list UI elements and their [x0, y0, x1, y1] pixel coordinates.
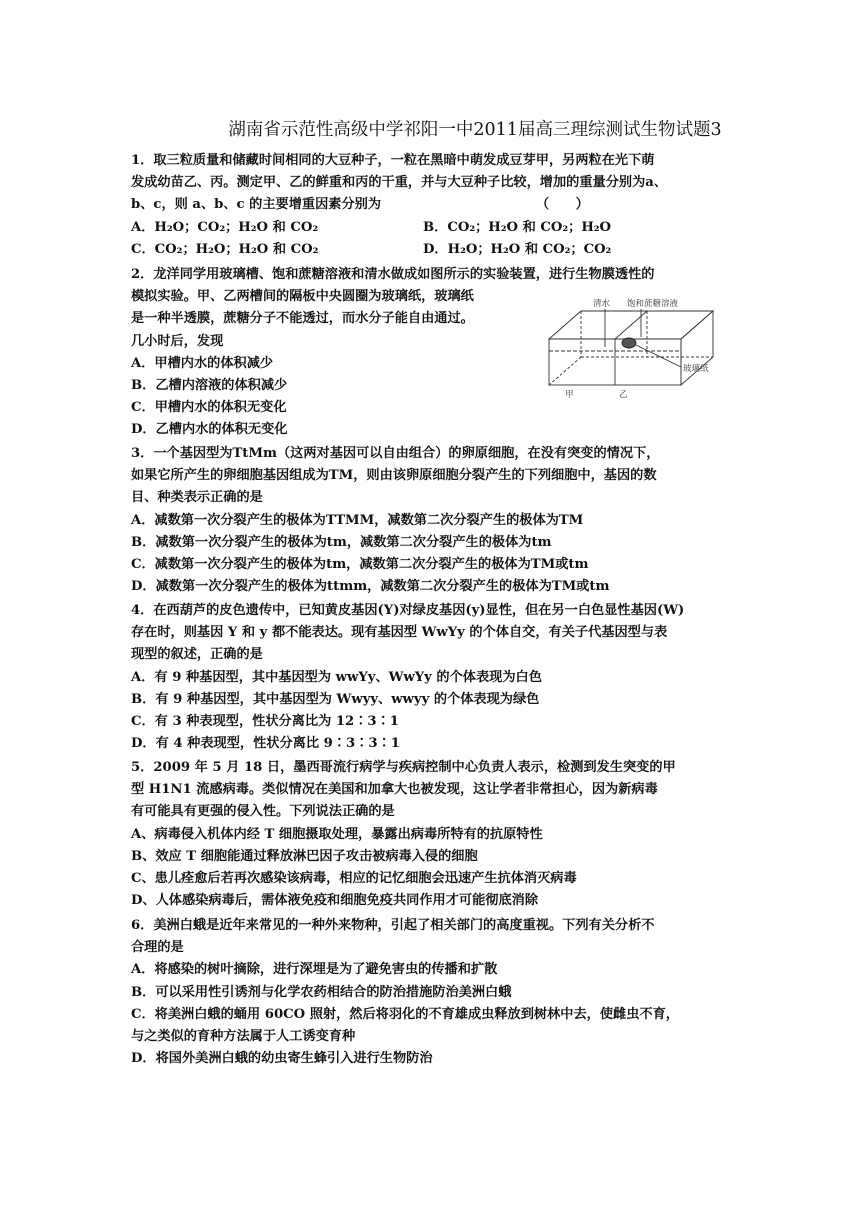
question-5-line: 有可能具有更强的侵入性。下列说法正确的是 [131, 804, 395, 820]
label-yi: 乙 [619, 390, 628, 400]
option-c: C．CO₂；H₂O；H₂O 和 CO₂ [131, 241, 319, 257]
question-2-line: 2．龙洋同学用玻璃槽、饱和蔗糖溶液和清水做成如图所示的实验装置，进行生物膜透性的 [131, 267, 655, 282]
page-title: 湖南省示范性高级中学祁阳一中2011届高三理综测试生物试题3 [228, 120, 722, 140]
option-c: C．将美洲白蛾的蛹用 60CO 照射，然后将羽化的不育雄成虫释放到树林中去，使雌虫不育， [131, 1006, 679, 1022]
question-5-line: 型 H1N1 流感病毒。类似情况在美国和加拿大也被发现，这让学者非常担心，因为新病毒 [131, 782, 658, 798]
question-1-line: 发成幼苗乙、丙。测定甲、乙的鲜重和丙的干重，并与大豆种子比较，增加的重量分别为a、 [131, 175, 668, 191]
option-d: D．将国外美洲白蛾的幼虫寄生蜂引入进行生物防治 [131, 1051, 433, 1067]
question-4-line: 存在时，则基因 Y 和 y 都不能表达。现有基因型 WwYy 的个体自交，有关子代基因型与表 [131, 625, 668, 641]
option-d: D．乙槽内水的体积无变化 [131, 422, 288, 438]
option-c: C、患儿痊愈后若再次感染该病毒，相应的记忆细胞会迅速产生抗体消灭病毒 [131, 870, 577, 886]
option-b: B．减数第一次分裂产生的极体为tm，减数第二次分裂产生的极体为tm [131, 534, 552, 550]
option-c: C．有 3 种表现型，性状分离比为 12∶3∶1 [131, 713, 399, 729]
option-row [131, 217, 735, 239]
question-1-stem-end: b、c，则 a、b、c 的主要增重因素分别为 [131, 197, 382, 213]
question-3-line: 目、种类表示正确的是 [131, 490, 263, 506]
question-2-line: 是一种半透膜，蔗糖分子不能透过，而水分子能自由通过。 [131, 311, 474, 327]
option-d: D．有 4 种表现型，性状分离比 9∶3∶3∶1 [131, 736, 400, 752]
question-4-line: 4．在西葫芦的皮色遗传中，已知黄皮基因(Y)对绿皮基因(y)显性，但在另一白色显性基因(W) [131, 603, 685, 618]
option-a: A、病毒侵入机体内经 T 细胞摄取处理，暴露出病毒所特有的抗原特性 [131, 826, 543, 842]
option-a: A．甲槽内水的体积减少 [131, 355, 274, 371]
option-a: A．有 9 种基因型，其中基因型为 wwYy、WwYy 的个体表现为白色 [131, 669, 542, 685]
question-1 [131, 150, 735, 261]
option-a: A．将感染的树叶摘除，进行深埋是为了避免害虫的传播和扩散 [131, 962, 498, 978]
option-b: B．CO₂；H₂O 和 CO₂；H₂O [423, 219, 612, 235]
question-4 [131, 600, 735, 755]
question-2-line: 几小时后，发现 [131, 333, 224, 349]
leader-glass-paper [636, 345, 681, 367]
label-sucrose: 饱和蔗糖溶液 [627, 299, 679, 309]
glass-tank-figure [543, 295, 735, 403]
option-d: D．H₂O；H₂O 和 CO₂；CO₂ [423, 241, 612, 257]
question-5 [131, 757, 735, 912]
question-1-line [131, 194, 735, 216]
option-b: B．有 9 种基因型，其中基因型为 Wwyy、wwyy 的个体表现为绿色 [131, 691, 540, 707]
question-3 [131, 443, 735, 598]
question-6 [131, 915, 735, 1070]
option-c: C．减数第一次分裂产生的极体为tm，减数第二次分裂产生的极体为TM或tm [131, 556, 589, 572]
option-a: A．H₂O；CO₂；H₂O 和 CO₂ [131, 219, 319, 235]
question-5-line: 5．2009 年 5 月 18 日，墨西哥流行病学与疾病控制中心负责人表示，检测到发生突变的甲 [131, 760, 676, 775]
option-row [131, 239, 735, 261]
option-b: B．可以采用性引诱剂与化学农药相结合的防治措施防治美洲白蛾 [131, 984, 512, 1000]
label-jia: 甲 [565, 390, 574, 400]
option-c: C．甲槽内水的体积无变化 [131, 400, 287, 416]
hidden-edge [549, 357, 581, 385]
question-3-line: 如果它所产生的卵细胞基因组成为TM，则由该卵原细胞分裂产生的下列细胞中，基因的数 [131, 468, 657, 484]
question-1-line: 1．取三粒质量和储藏时间相同的大豆种子，一粒在黑暗中萌发成豆芽甲，另两粒在光下萌 [131, 153, 655, 168]
divider-top [615, 311, 647, 339]
question-6-line: 合理的是 [131, 940, 184, 956]
glass-paper-circle [622, 338, 636, 348]
option-d: D、人体感染病毒后，需体液免疫和细胞免疫共同作用才可能彻底消除 [131, 893, 539, 909]
option-b: B、效应 T 细胞能通过释放淋巴因子攻击被病毒入侵的细胞 [131, 848, 478, 864]
option-a: A．减数第一次分裂产生的极体为TTMM，减数第二次分裂产生的极体为TM [131, 512, 584, 528]
question-4-line: 现型的叙述，正确的是 [131, 647, 263, 663]
option-b: B．乙槽内溶液的体积减少 [131, 377, 288, 393]
label-water: 清水 [593, 299, 611, 309]
option-d: D．减数第一次分裂产生的极体为ttmm，减数第二次分裂产生的极体为TM或tm [131, 579, 610, 595]
answer-paren: （ ） [536, 197, 589, 213]
question-3-line: 3．一个基因型为TtMm（这两对基因可以自由组合）的卵原细胞，在没有突变的情况下， [131, 446, 660, 461]
question-2-line: 模拟实验。甲、乙两槽间的隔板中央圆圈为玻璃纸，玻璃纸 [131, 289, 474, 305]
option-c-continued: 与之类似的育种方法属于人工诱变育种 [131, 1028, 356, 1044]
question-6-line: 6．美洲白蛾是近年来常见的一种外来物种，引起了相关部门的高度重视。下列有关分析不 [131, 918, 655, 933]
label-glass-paper: 玻璃纸 [683, 364, 709, 374]
